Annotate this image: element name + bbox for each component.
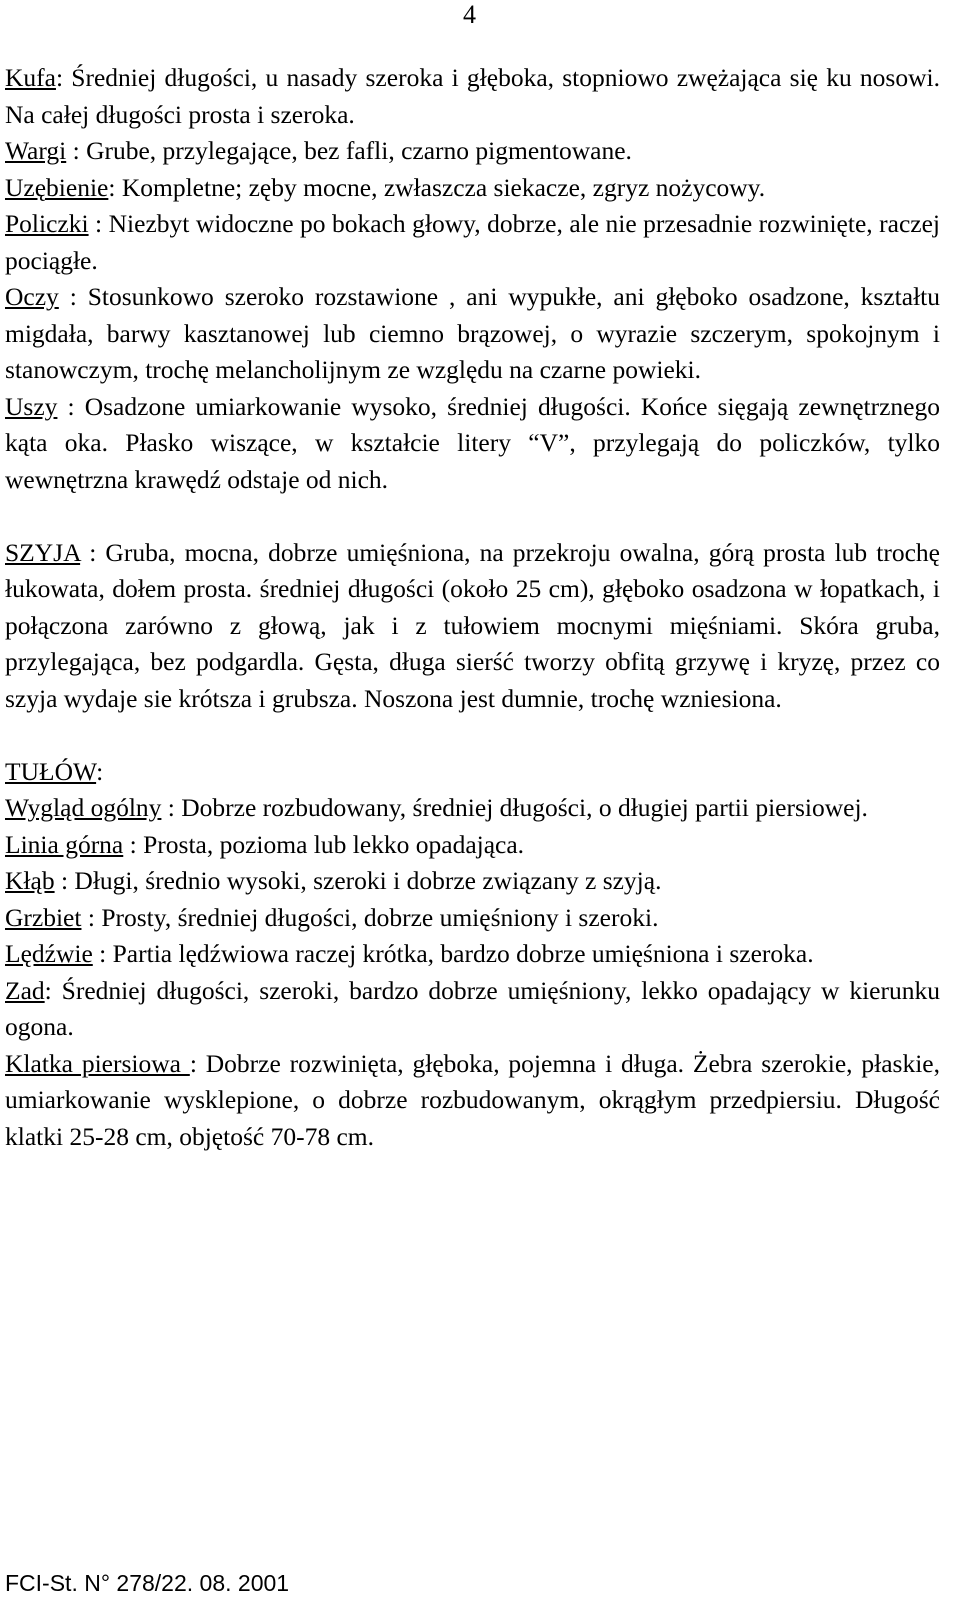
paragraph-oczy bbox=[5, 279, 940, 389]
description-oczy: Stosunkowo szeroko rozstawione , ani wypukłe, ani głęboko osadzone, kształtu migdała, barwy kasztanowej lub ciemno brązowej, o wyrazie szczerym, spokojnym i stanowczym, trochę melancholijnym ze względu na czarne powieki. bbox=[5, 282, 940, 384]
description-kufa: Średniej długości, u nasady szeroka i głęboka, stopniowo zwężająca się ku nosowi. Na całej długości prosta i szeroka. bbox=[5, 63, 940, 129]
paragraph-wargi bbox=[5, 133, 940, 170]
term-uszy: Uszy bbox=[5, 391, 58, 421]
term-klab: Kłąb bbox=[5, 866, 55, 895]
description-ledzwie: Partia lędźwiowa raczej krótka, bardzo dobrze umięśniona i szeroka. bbox=[112, 939, 814, 968]
separator: : bbox=[88, 209, 109, 238]
separator: : bbox=[92, 939, 113, 968]
paragraph-gap bbox=[5, 498, 940, 535]
separator: : bbox=[81, 902, 102, 932]
description-klatka-piersiowa: Dobrze rozwinięta, głęboka, pojemna i długa. Żebra szerokie, płaskie, umiarkowanie wysklepione, o dobrze rozbudowanym, okrągłym przedpiersiu. Długość klatki 25-28 cm, objętość 70-78 cm. bbox=[5, 1048, 940, 1151]
separator: : bbox=[123, 829, 144, 859]
separator: : bbox=[108, 172, 122, 202]
description-linia-gorna: Prosta, pozioma lub lekko opadająca. bbox=[143, 829, 525, 859]
description-zad: Średniej długości, szeroki, bardzo dobrze umięśniony, lekko opadający w kierunku ogona. bbox=[5, 975, 940, 1041]
paragraph-grzbiet bbox=[5, 900, 940, 937]
term-wyglad-ogolny: Wygląd ogólny bbox=[5, 793, 162, 822]
term-kufa: Kufa bbox=[5, 63, 56, 92]
term-grzbiet: Grzbiet bbox=[5, 902, 82, 932]
separator: : bbox=[57, 391, 85, 421]
separator: : bbox=[55, 63, 72, 92]
paragraph-klatka-piersiowa bbox=[5, 1046, 940, 1156]
paragraph-linia-gorna bbox=[5, 827, 940, 864]
separator: : bbox=[66, 136, 87, 165]
description-szyja: Gruba, mocna, dobrze umięśniona, na przekroju owalna, górą prosta lub trochę łukowata, dołem prosta. średniej długości (około 25 cm), głęboko osadzona w łopatkach, i połączona zarówno z głową, jak i z tułowiem mocnymi mięśniami. Skóra gruba, przylegająca, bez podgardla. Gęsta, długa sierść tworzy obfitą grzywę i kryzę, przez co szyja wydaje sie krótsza i grubsza. Noszona jest dumnie, trochę wzniesiona. bbox=[5, 537, 940, 713]
paragraph-uszy bbox=[5, 389, 940, 499]
section-heading-tulow-line bbox=[5, 754, 940, 791]
description-uzebienie: Kompletne; zęby mocne, zwłaszcza siekacze, zgryz nożycowy. bbox=[121, 172, 766, 202]
term-oczy: Oczy bbox=[5, 282, 59, 311]
description-uszy: Osadzone umiarkowanie wysoko, średniej długości. Końce sięgają zewnętrznego kąta oka. Płasko wiszące, w kształcie litery “V”, przylegają do policzków, tylko wewnętrzna krawędź odstaje od nich. bbox=[5, 391, 940, 494]
term-linia-gorna: Linia górna bbox=[5, 829, 124, 859]
description-policzki: Niezbyt widoczne po bokach głowy, dobrze, ale nie przesadnie rozwinięte, raczej pociągłe. bbox=[5, 209, 940, 275]
section-heading-tulow: TUŁÓW bbox=[5, 756, 97, 786]
paragraph-zad bbox=[5, 973, 940, 1046]
separator: : bbox=[80, 537, 106, 567]
term-ledzwie: Lędźwie bbox=[5, 939, 93, 968]
heading-colon: : bbox=[96, 756, 104, 786]
separator: : bbox=[54, 866, 75, 895]
separator: : bbox=[189, 1048, 206, 1078]
paragraph-szyja bbox=[5, 535, 940, 718]
document-body bbox=[5, 60, 940, 1155]
paragraph-gap bbox=[5, 717, 940, 754]
description-klab: Długi, średnio wysoki, szeroki i dobrze związany z szyją. bbox=[74, 866, 662, 895]
paragraph-klab bbox=[5, 863, 940, 900]
separator: : bbox=[161, 793, 182, 822]
description-wyglad: Dobrze rozbudowany, średniej długości, o długiej partii piersiowej. bbox=[181, 793, 868, 822]
paragraph-wyglad bbox=[5, 790, 940, 827]
term-zad: Zad bbox=[5, 975, 45, 1005]
section-heading-szyja: SZYJA bbox=[5, 537, 81, 567]
term-wargi: Wargi bbox=[5, 136, 67, 165]
paragraph-uzebienie bbox=[5, 170, 940, 207]
separator: : bbox=[58, 282, 88, 311]
term-klatka-piersiowa: Klatka piersiowa bbox=[5, 1048, 190, 1078]
paragraph-policzki bbox=[5, 206, 940, 279]
page-number: 4 bbox=[463, 0, 476, 29]
footer-standard-reference: FCI-St. N° 278/22. 08. 2001 bbox=[5, 1570, 290, 1596]
term-policzki: Policzki bbox=[5, 209, 89, 238]
separator: : bbox=[44, 975, 62, 1005]
description-grzbiet: Prosty, średniej długości, dobrze umięśniony i szeroki. bbox=[101, 902, 659, 932]
description-wargi: Grube, przylegające, bez fafli, czarno pigmentowane. bbox=[86, 136, 632, 165]
paragraph-ledzwie bbox=[5, 936, 940, 973]
term-uzebienie: Uzębienie bbox=[5, 172, 109, 202]
paragraph-kufa bbox=[5, 60, 940, 133]
